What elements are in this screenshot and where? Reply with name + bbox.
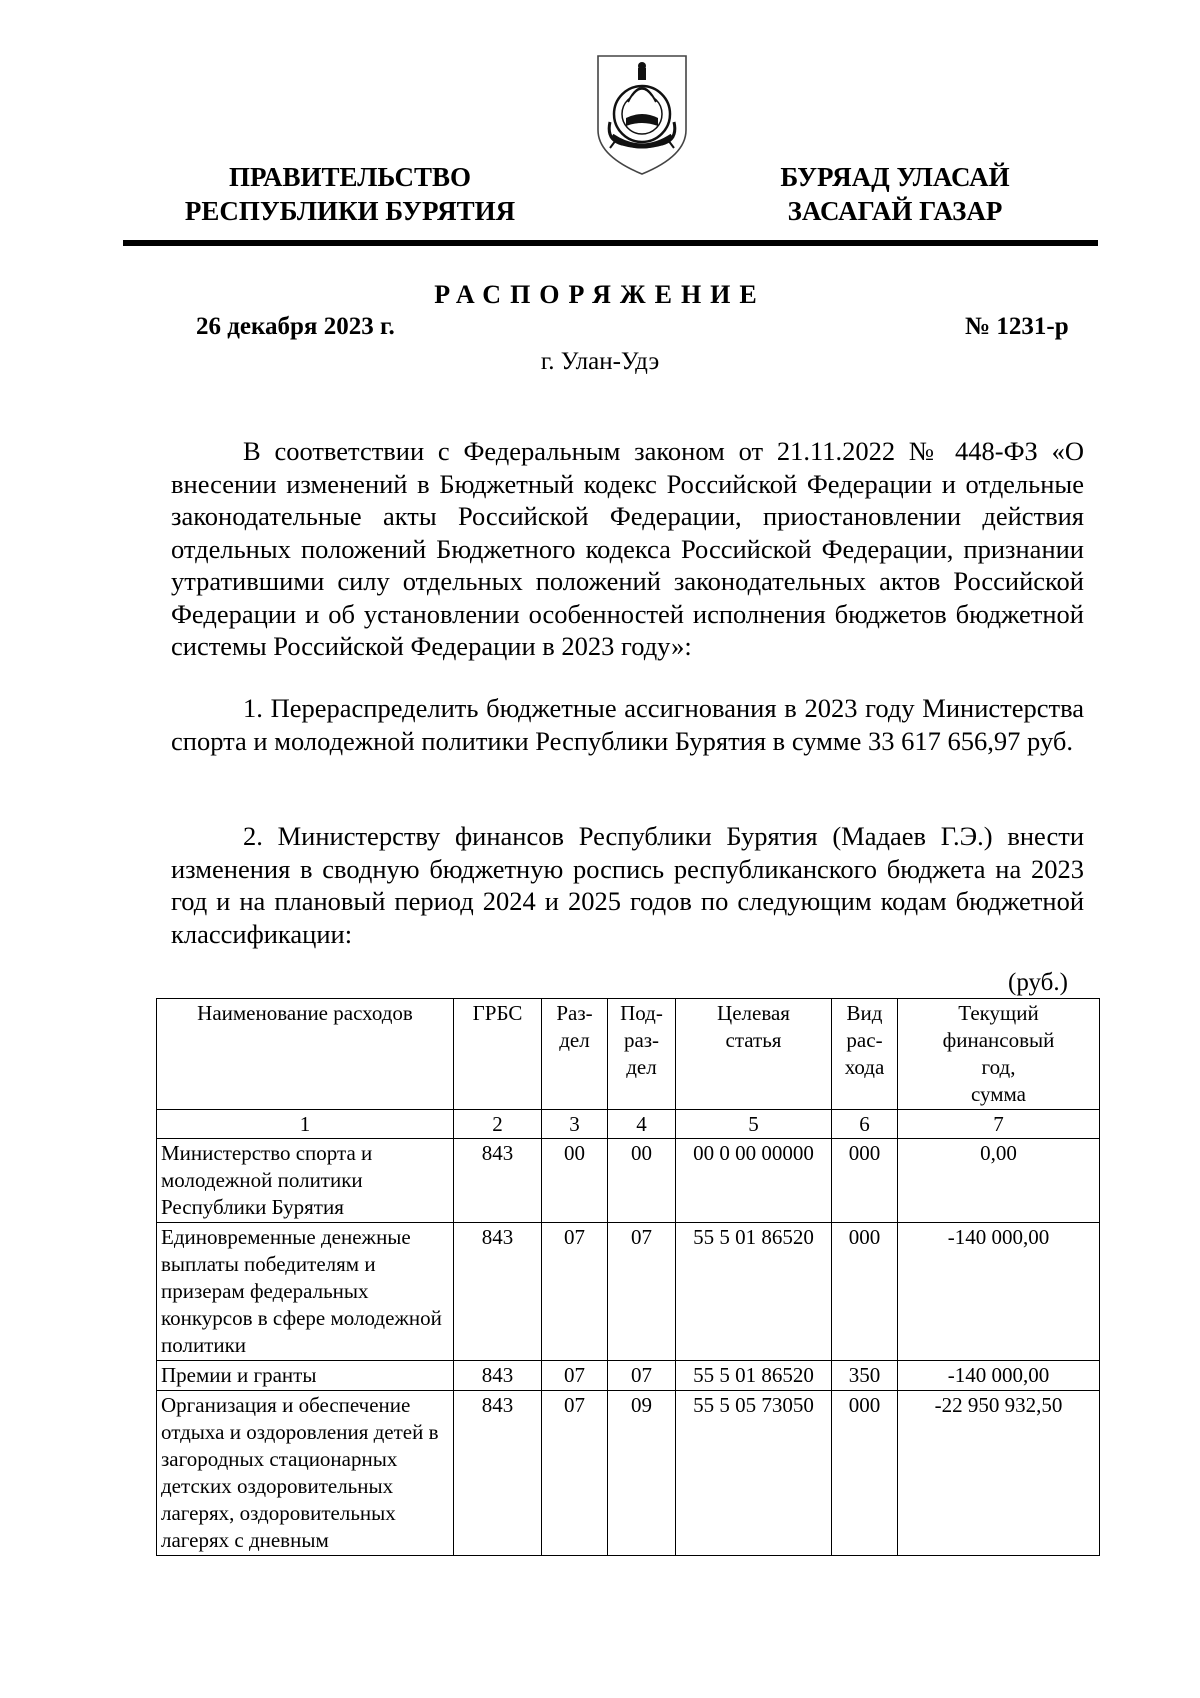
row-expense-type: 000 (832, 1139, 898, 1223)
header-grbs: ГРБС (454, 999, 542, 1110)
header-expense-name: Наименование расходов (157, 999, 454, 1110)
row-razdel: 07 (542, 1223, 608, 1361)
row-target-article: 55 5 05 73050 (676, 1391, 832, 1556)
header-expense-type: Вид рас- хода (832, 999, 898, 1110)
clause-2-paragraph: 2. Министерству финансов Республики Бурятия (Мадаев Г.Э.) внести изменения в сводную бюджетную роспись республиканского бюджета на 2023 год и на плановый период 2024 и 2025 годов по следующим кодам бюджетной классификации: (171, 821, 1084, 949)
budget-table (156, 998, 1100, 1556)
row-podrazdel: 07 (608, 1361, 676, 1391)
row-grbs: 843 (454, 1139, 542, 1223)
row-sum: -140 000,00 (898, 1361, 1100, 1391)
row-razdel: 07 (542, 1391, 608, 1556)
header-podrazdel: Под- раз- дел (608, 999, 676, 1110)
row-grbs: 843 (454, 1391, 542, 1556)
government-name-russian (170, 160, 530, 228)
document-city: г. Улан-Удэ (540, 348, 660, 375)
row-podrazdel: 09 (608, 1391, 676, 1556)
column-number: 7 (898, 1110, 1100, 1139)
row-expense-name: Единовременные денежные выплаты победителям и призерам федеральных конкурсов в сфере молодежной политики (157, 1223, 454, 1361)
currency-unit-note: (руб.) (1008, 969, 1068, 996)
document-date: 26 декабря 2023 г. (196, 313, 395, 340)
government-name-buryat (745, 160, 1045, 228)
header-current-year-sum: Текущий финансовый год, сумма (898, 999, 1100, 1110)
row-grbs: 843 (454, 1223, 542, 1361)
column-number: 5 (676, 1110, 832, 1139)
government-name-line1: ПРАВИТЕЛЬСТВО (228, 162, 472, 192)
row-podrazdel: 00 (608, 1139, 676, 1223)
column-number: 3 (542, 1110, 608, 1139)
row-expense-type: 000 (832, 1391, 898, 1556)
row-razdel: 07 (542, 1361, 608, 1391)
table-row (157, 1391, 1100, 1556)
header-razdel: Раз- дел (542, 999, 608, 1110)
row-sum: -22 950 932,50 (898, 1391, 1100, 1556)
row-expense-name: Министерство спорта и молодежной политики Республики Бурятия (157, 1139, 454, 1223)
row-expense-name: Организация и обеспечение отдыха и оздоровления детей в загородных стационарных детских оздоровительных лагерях, оздоровительных лагерях с дневным (157, 1391, 454, 1556)
table-header-row (157, 999, 1100, 1110)
column-number: 1 (157, 1110, 454, 1139)
government-name-line2: РЕСПУБЛИКИ БУРЯТИЯ (184, 196, 516, 226)
table-row (157, 1139, 1100, 1223)
preamble-paragraph: В соответствии с Федеральным законом от 21.11.2022 № 448-ФЗ «О внесении изменений в Бюджетный кодекс Российской Федерации и отдельные законодательные акты Российской Федерации, приостановлении действия отдельных положений Бюджетного кодекса Российской Федерации, признании утратившими силу отдельных положений законодательных актов Российской Федерации и об установлении особенностей исполнения бюджетов бюджетной системы Российской Федерации в 2023 году»: (171, 436, 1084, 661)
coat-of-arms-emblem-icon (592, 52, 692, 178)
table-row (157, 1223, 1100, 1361)
row-sum: -140 000,00 (898, 1223, 1100, 1361)
header-divider (123, 240, 1098, 246)
column-number: 4 (608, 1110, 676, 1139)
row-sum: 0,00 (898, 1139, 1100, 1223)
clause-1-paragraph: 1. Перераспределить бюджетные ассигнования в 2023 году Министерства спорта и молодежной политики Республики Бурятия в сумме 33 617 656,97 руб. (171, 693, 1084, 756)
row-podrazdel: 07 (608, 1223, 676, 1361)
row-expense-name: Премии и гранты (157, 1361, 454, 1391)
row-target-article: 55 5 01 86520 (676, 1223, 832, 1361)
table-column-number-row (157, 1110, 1100, 1139)
row-razdel: 00 (542, 1139, 608, 1223)
row-target-article: 00 0 00 00000 (676, 1139, 832, 1223)
document-number: № 1231-р (965, 313, 1069, 340)
table-row (157, 1361, 1100, 1391)
row-grbs: 843 (454, 1361, 542, 1391)
document-title: РАСПОРЯЖЕНИЕ (434, 280, 766, 309)
row-expense-type: 350 (832, 1361, 898, 1391)
government-name-buryat-line2: ЗАСАГАЙ ГАЗАР (787, 196, 1003, 226)
column-number: 2 (454, 1110, 542, 1139)
column-number: 6 (832, 1110, 898, 1139)
government-name-buryat-line1: БУРЯАД УЛАСАЙ (780, 162, 1010, 192)
header-target-article: Целевая статья (676, 999, 832, 1110)
row-target-article: 55 5 01 86520 (676, 1361, 832, 1391)
row-expense-type: 000 (832, 1223, 898, 1361)
